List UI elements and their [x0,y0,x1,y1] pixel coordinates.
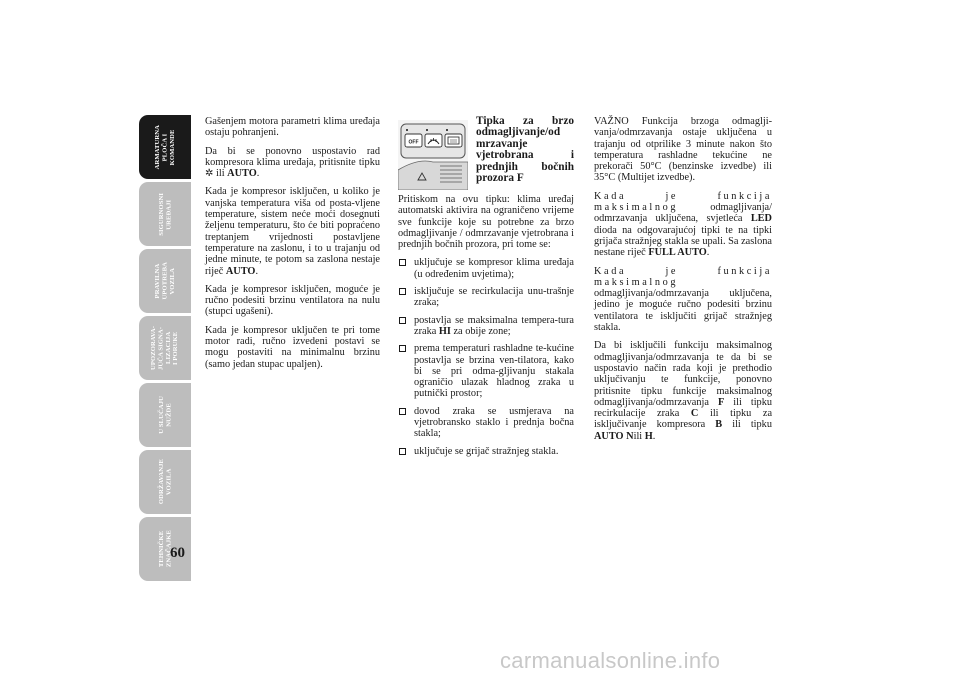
column-2 [398,116,574,463]
list-item: dovod zraka se usmjerava na vjetrobransko staklo i prednja bočna stakla; [398,406,574,440]
paragraph: Pritiskom na ovu tipku: klima uređaj automatski aktivira na ograničeno vrijeme sve funkcije koje su potrebne za brzo odmagljivanje / odmrzavanje vjetrobrana i prednjih bočnih prozora, pri tome se: [398,194,574,251]
climate-panel-illustration [398,120,468,190]
list-item: prema temperaturi rashladne te-kućine postavlja se brzina ven-tilatora, kako bi se pri odma-gljivanju stakala ograničio ulazak hladnog zraka u putnički prostor; [398,343,574,399]
column-1 [205,116,380,377]
paragraph: Gašenjem motora parametri klima uređaja ostaju pohranjeni. [205,116,380,139]
tab-sigurnosni-uredaji[interactable]: SIGURNOSNI UREĐAJI [139,182,191,246]
paragraph: Kada je kompresor uključen te pri tome motor radi, ručno izvedeni postavi se mogu postaviti na minimalnu brzinu (samo jedan stupac upaljen). [205,324,380,370]
tab-odrzavanje-vozila[interactable]: ODRŽAVANJE VOZILA [139,450,191,514]
watermark: carmanualsonline.info [500,648,721,673]
climate-panel-svg [398,120,468,190]
paragraph: VAŽNO Funkcija brzoga odmaglji-vanja/odmrzavanja ostaje uključena u trajanju od otprilike 3 minute nakon što temperatura rashladne tekućine ne prekorači 50°C (benzinske izvedbe) ili 35°C (Multijet izvedbe). [594,116,772,184]
tab-pravilna-upotreba[interactable]: PRAVILNA UPOTREBA VOZILA [139,249,191,313]
tab-tehnicke-znacajke[interactable]: TEHNIČKE ZNAČAJKE [139,517,191,581]
page-number: 60 [170,545,185,561]
fan-icon: ✲ [205,168,214,180]
tab-u-slucaju-nuzde[interactable]: U SLUČAJU NUŽDE [139,383,191,447]
checkbox-bullet-icon [399,448,406,455]
paragraph: Kada je funkcija maksimalnog odmagljivanja/odmrzavanja uključena, jedino je moguće ručno podesiti brzinu ventilatora te isključiti grijač stražnjeg stakla. [594,265,772,334]
checkbox-bullet-icon [399,345,406,352]
checkbox-bullet-icon [399,408,406,415]
paragraph: Kada je funkcija maksimalnog odmagljivanja/ odmrzavanja uključena, svjetleća LED dioda na odgovarajućoj tipki te na tipki grijača stražnjeg stakla se upali. Sa zaslona nestane riječ FULL AUTO. [594,190,772,259]
checkbox-bullet-icon [399,259,406,266]
off-button-label: OFF [408,139,419,146]
paragraph: Kada je kompresor isključen, moguće je ručno podesiti brzinu ventilatora na nulu (stupci ugašeni). [205,283,380,318]
tab-armaturna-ploca[interactable]: ARMATURNA PLOČA I KOMANDE [139,115,191,179]
paragraph: Kada je kompresor isključen, u koliko je vanjska temperatura viša od posta-vljene temperature, sistem neće moći dosegnuti željenu temperaturu, što će biti popraćeno treptanjem vrijednosti postavljene temperature na zaslonu, i to u trajanju od jedne minute, te potom sa zaslona nestaje riječ AUTO. [205,186,380,277]
tab-upozoravajuca-signalizacija[interactable]: UPOZORAVA- JUĆA SIGNA- LIZACIJA I PORUKE [139,316,191,380]
column-3 [594,116,772,449]
list-item: isključuje se recirkulacija unu-trašnje zraka; [398,286,574,309]
list-item: uključuje se grijač stražnjeg stakla. [398,446,574,457]
checkbox-bullet-icon [399,317,406,324]
section-heading: Tipka za brzo odmagljivanje/od mrzavanje vjetrobrana i prednjih bočnih prozora F [476,115,574,185]
list-item: uključuje se kompresor klima uređaja (u određenim uvjetima); [398,257,574,280]
checkbox-bullet-icon [399,288,406,295]
bullet-list [398,257,574,456]
paragraph: Da bi se ponovno uspostavio rad kompresora klima uređaja, pritisnite tipku ✲ ili AUTO. [205,145,380,180]
paragraph: Da bi isključili funkciju maksimalnog odmagljivanja/odmrzavanja te da bi se uspostavio način rada koji je prethodio uključivanju te funkcije, ponovno pritisnite tipku funkcije maksimalnog odmagljivanja/odmrzavanja F ili tipku recirkulacije zraka C ili tipku za isključivanje kompresora B ili tipku AUTO Nili H. [594,340,773,442]
list-item: postavlja se maksimalna tempera-tura zraka HI za obije zone; [398,315,574,338]
